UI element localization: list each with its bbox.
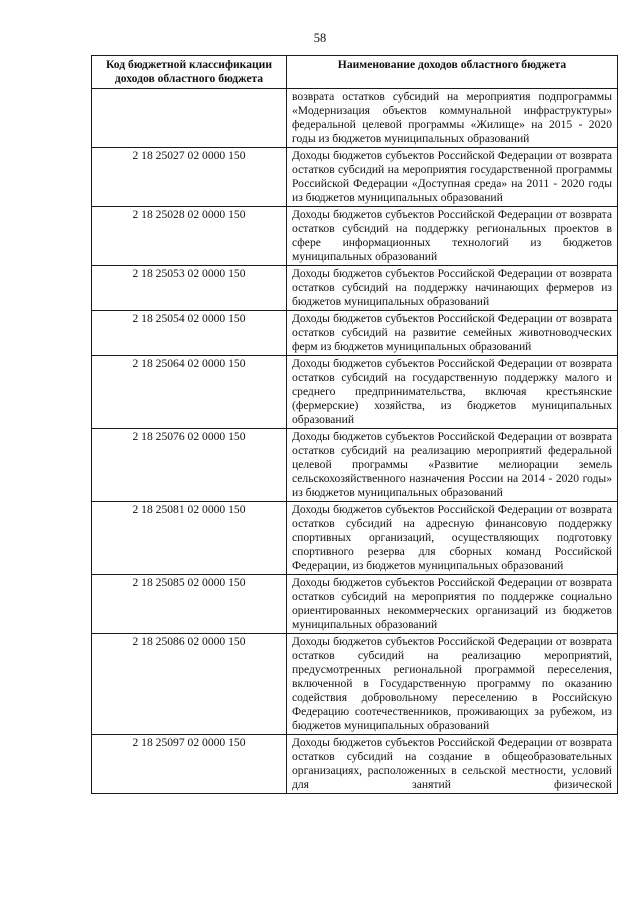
table-row xyxy=(92,575,618,634)
row-name: Доходы бюджетов субъектов Российской Федерации от возврата остатков субсидий на адресную финансовую поддержку спортивных организаций, осуществляющих подготовку спортивного резерва для сборных команд Российской Федерации, из бюджетов муниципальных образований xyxy=(287,502,618,575)
row-name: Доходы бюджетов субъектов Российской Федерации от возврата остатков субсидий на мероприятия по поддержке социально ориентированных некоммерческих организаций из бюджетов муниципальных образований xyxy=(287,575,618,634)
row-name: Доходы бюджетов субъектов Российской Федерации от возврата остатков субсидий на поддержку начинающих фермеров из бюджетов муниципальных образований xyxy=(287,266,618,311)
row-code: 2 18 25027 02 0000 150 xyxy=(92,148,287,207)
row-code: 2 18 25086 02 0000 150 xyxy=(92,634,287,735)
row-name: Доходы бюджетов субъектов Российской Федерации от возврата остатков субсидий на реализацию мероприятий федеральной целевой программы «Развитие мелиорации земель сельскохозяйственного назначения России на 2014 - 2020 годы» из бюджетов муниципальных образований xyxy=(287,429,618,502)
row-name: Доходы бюджетов субъектов Российской Федерации от возврата остатков субсидий на государственную поддержку малого и среднего предпринимательства, включая крестьянские (фермерские) хозяйства, из бюджетов муниципальных образований xyxy=(287,356,618,429)
table-row xyxy=(92,356,618,429)
header-name: Наименование доходов областного бюджета xyxy=(287,56,618,89)
row-name: Доходы бюджетов субъектов Российской Федерации от возврата остатков субсидий на мероприятия государственной программы Российской Федерации «Доступная среда» на 2011 - 2020 годы из бюджетов муниципальных образований xyxy=(287,148,618,207)
header-code: Код бюджетной классификации доходов областного бюджета xyxy=(92,56,287,89)
table-row xyxy=(92,311,618,356)
table-header-row xyxy=(92,56,618,89)
table-row xyxy=(92,735,618,794)
row-name: Доходы бюджетов субъектов Российской Федерации от возврата остатков субсидий на реализацию мероприятий, предусмотренных региональной программой переселения, включенной в Государственную программу по оказанию содействия добровольному переселению в Российскую Федерацию соотечественников, проживающих за рубежом, из бюджетов муниципальных образований xyxy=(287,634,618,735)
row-name: Доходы бюджетов субъектов Российской Федерации от возврата остатков субсидий на создание в общеобразовательных организациях, расположенных в сельской местности, условий для занятий физической xyxy=(287,735,618,794)
row-code: 2 18 25081 02 0000 150 xyxy=(92,502,287,575)
row-code: 2 18 25097 02 0000 150 xyxy=(92,735,287,794)
row-code: 2 18 25053 02 0000 150 xyxy=(92,266,287,311)
table-row xyxy=(92,148,618,207)
budget-classification-table xyxy=(91,55,618,794)
table-row xyxy=(92,207,618,266)
table-row xyxy=(92,89,618,148)
row-code: 2 18 25064 02 0000 150 xyxy=(92,356,287,429)
row-code: 2 18 25028 02 0000 150 xyxy=(92,207,287,266)
table-row xyxy=(92,634,618,735)
row-code: 2 18 25085 02 0000 150 xyxy=(92,575,287,634)
row-code: 2 18 25054 02 0000 150 xyxy=(92,311,287,356)
page-number: 58 xyxy=(313,31,327,45)
row-code xyxy=(92,89,287,148)
table-row xyxy=(92,429,618,502)
row-name: Доходы бюджетов субъектов Российской Федерации от возврата остатков субсидий на развитие семейных животноводческих ферм из бюджетов муниципальных образований xyxy=(287,311,618,356)
row-code: 2 18 25076 02 0000 150 xyxy=(92,429,287,502)
row-name: возврата остатков субсидий на мероприятия подпрограммы «Модернизация объектов коммунальной инфраструктуры» федеральной целевой программы «Жилище» на 2015 - 2020 годы из бюджетов муниципальных образований xyxy=(287,89,618,148)
table-row xyxy=(92,266,618,311)
row-name: Доходы бюджетов субъектов Российской Федерации от возврата остатков субсидий на поддержку региональных проектов в сфере информационных технологий из бюджетов муниципальных образований xyxy=(287,207,618,266)
table-row xyxy=(92,502,618,575)
